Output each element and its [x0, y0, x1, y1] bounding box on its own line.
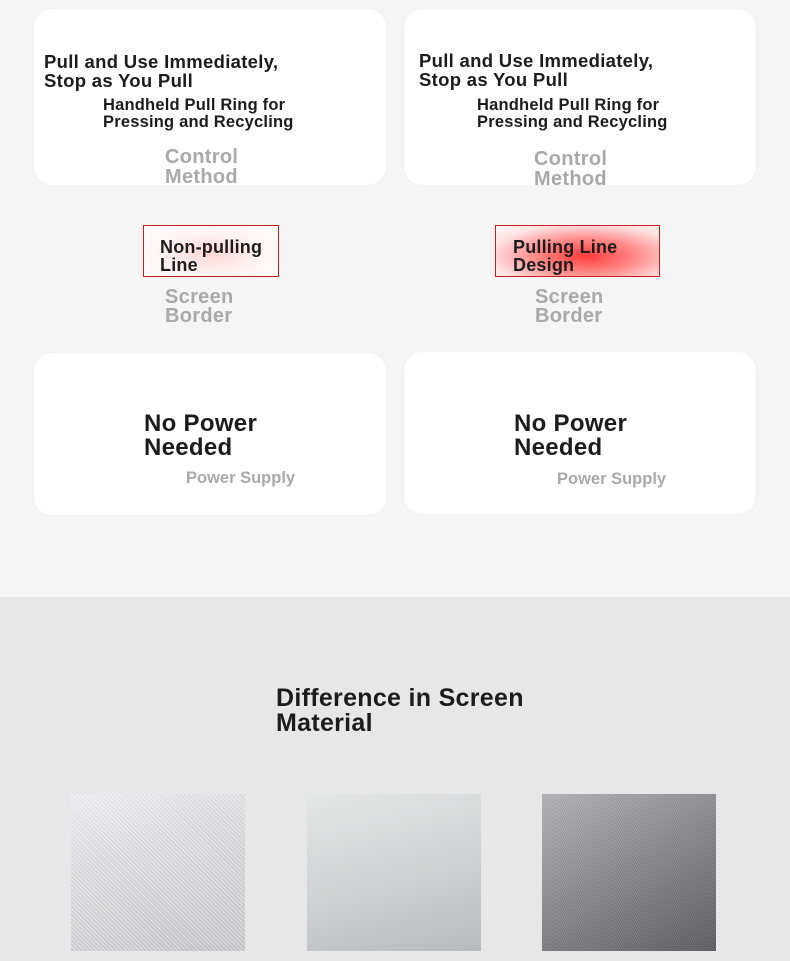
control-detail-right: Handheld Pull Ring for Pressing and Recycling [477, 96, 668, 131]
gray-fabric-swatch [307, 794, 481, 951]
white-fabric-swatch [71, 794, 245, 951]
border-feature-right: Pulling Line Design [513, 237, 618, 275]
dark-gray-fabric-swatch [542, 794, 716, 951]
control-category-right: Control Method [534, 148, 608, 190]
material-section-title: Difference in Screen Material [276, 684, 524, 737]
power-feature-right: No Power Needed [514, 410, 628, 461]
control-feature-left: Pull and Use Immediately, Stop as You Pull [44, 51, 279, 91]
control-feature-right: Pull and Use Immediately, Stop as You Pull [419, 50, 654, 90]
border-category-left: Screen Border [165, 286, 234, 327]
border-category-right: Screen Border [535, 286, 604, 327]
power-feature-left: No Power Needed [144, 410, 258, 461]
border-feature-left: Non-pulling Line [160, 237, 263, 275]
control-detail-left: Handheld Pull Ring for Pressing and Recycling [103, 96, 294, 131]
control-category-left: Control Method [165, 146, 239, 188]
power-category-left: Power Supply [186, 469, 296, 487]
power-category-right: Power Supply [557, 470, 667, 488]
